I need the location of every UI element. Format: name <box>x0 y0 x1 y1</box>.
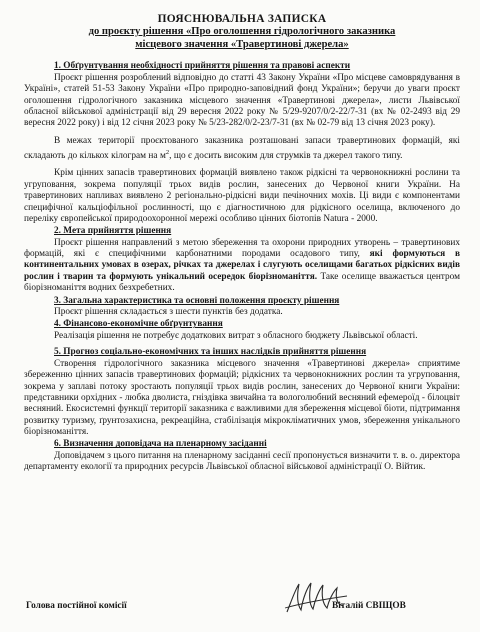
section-heading-4: 4. Фінансово-економічне обґрунтування <box>54 319 223 330</box>
document-subtitle-line-1: до проєкту рішення «Про оголошення гідрологічного заказника <box>88 25 396 37</box>
section-heading-3: 3. Загальна характеристика та основні положення проєкту рішення <box>54 295 340 306</box>
section-heading-5: 5. Прогноз соціально-економічних та інших наслідків прийняття рішення <box>54 347 367 358</box>
section-4-paragraph-1: Реалізація рішення не потребує додаткових витрат з обласного бюджету Львівської області. <box>54 331 418 342</box>
section-heading-1: 1. Обґрунтування необхідності прийняття рішення та правові аспекти <box>54 61 351 72</box>
section-5-paragraph-1: Створення гідрологічного заказника місцевого значення «Травертинові джерела» сприятиме збереженню цінних запасів травертинових формацій; рідкісних та червонокнижних рослин та угруповання, зокрема у заплаві потоку зростають популяції трьох видів рослин, занесених до Червоної книги України: представники орхідних - любка дволиста, гніздівка звичайна та вологолюбний весняний ефемероїд - білоцвіт весняний. Екосистемні функції території заказника є важливими для збереження місцевої біоти, підтримання розвитку туризму, ґрунтозахисна, рекреаційна, стабілізація мікрокліматичних умов, збереження унікального біорізноманіття. <box>24 358 460 438</box>
section-1-paragraph-2: В межах території проєктованого заказника розташовані запаси травертинових формацій, які складають до кількох кілограм на $м^2$, що є досить високим для струмків та джерел такого типу. <box>24 135 460 162</box>
document-title: ПОЯСНЮВАЛЬНА ЗАПИСКА <box>157 13 327 25</box>
section-heading-6: 6. Визначення доповідача на пленарному засіданні <box>54 439 267 450</box>
section-1-paragraph-1: Проєкт рішення розроблений відповідно до статті 43 Закону України «Про місцеве самоврядування в Україні», статей 51-53 Закону України «Про природно-заповідний фонд України»; беручи до уваги проєкт оголошення гідрологічного заказника місцевого значення «Травертинові джерела», листи Львівської обласної військової адміністрації від 29 вересня 2022 року № 5/29-9207/0/2-22/7-31 (вх № 02-2493 від 29 вересня 2022 року) і від 12 січня 2023 року № 5/23-282/0/2-23/7-31 (вх № 02-79 від 13 січня 2023 року). <box>24 72 460 129</box>
signatory-position: Голова постійної комісії <box>26 601 127 611</box>
signatory-name: Віталій СВІЩОВ <box>332 601 406 611</box>
signature-block <box>26 596 460 626</box>
document-subtitle-line-2: місцевого значення «Травертинові джерела» <box>135 38 349 50</box>
section-heading-2: 2. Мета прийняття рішення <box>54 226 172 237</box>
section-2-paragraph-1: Проєкт рішення направлений з метою збереження та охорони природних утворень – травертинових формацій, які є специфічними карбонатними породами осадового типу, які формуються в континентальних умовах в озерах, річках та джерелах і слугують оселищами багатьох рідкісних видів рослин і тварин та формують унікальний осередок біорізноманіття. Таке оселище вважається центром біорізноманіття водних безхребетних. <box>24 237 460 294</box>
handwritten-signature <box>281 578 351 618</box>
document-body <box>24 13 460 474</box>
section-1-paragraph-3: Крім цінних запасів травертинових формацій виявлено також рідкісні та червонокнижні рослини та угруповання, зокрема популяції трьох видів рослин, занесених до Червоної книги України. На травертинових напливах виявлено 2 регіонально-рідкісні види печіночних мохів. Ці види є компонентами специфічної кальціофільної рослинності, що є діагностичною для рідкісного оселища, включеного до переліку європейської природоохоронної мережі особливо цінних біотопів Natura - 2000. <box>24 168 460 224</box>
section-3-paragraph-1: Проєкт рішення складається з шести пунктів без додатка. <box>54 307 283 318</box>
section-6-paragraph-1: Доповідачем з цього питання на пленарному засіданні сесії пропонується визначити т. в. о. директора департаменту екології та природних ресурсів Львівської обласної військової адміністрації О. Війтик. <box>24 450 460 473</box>
